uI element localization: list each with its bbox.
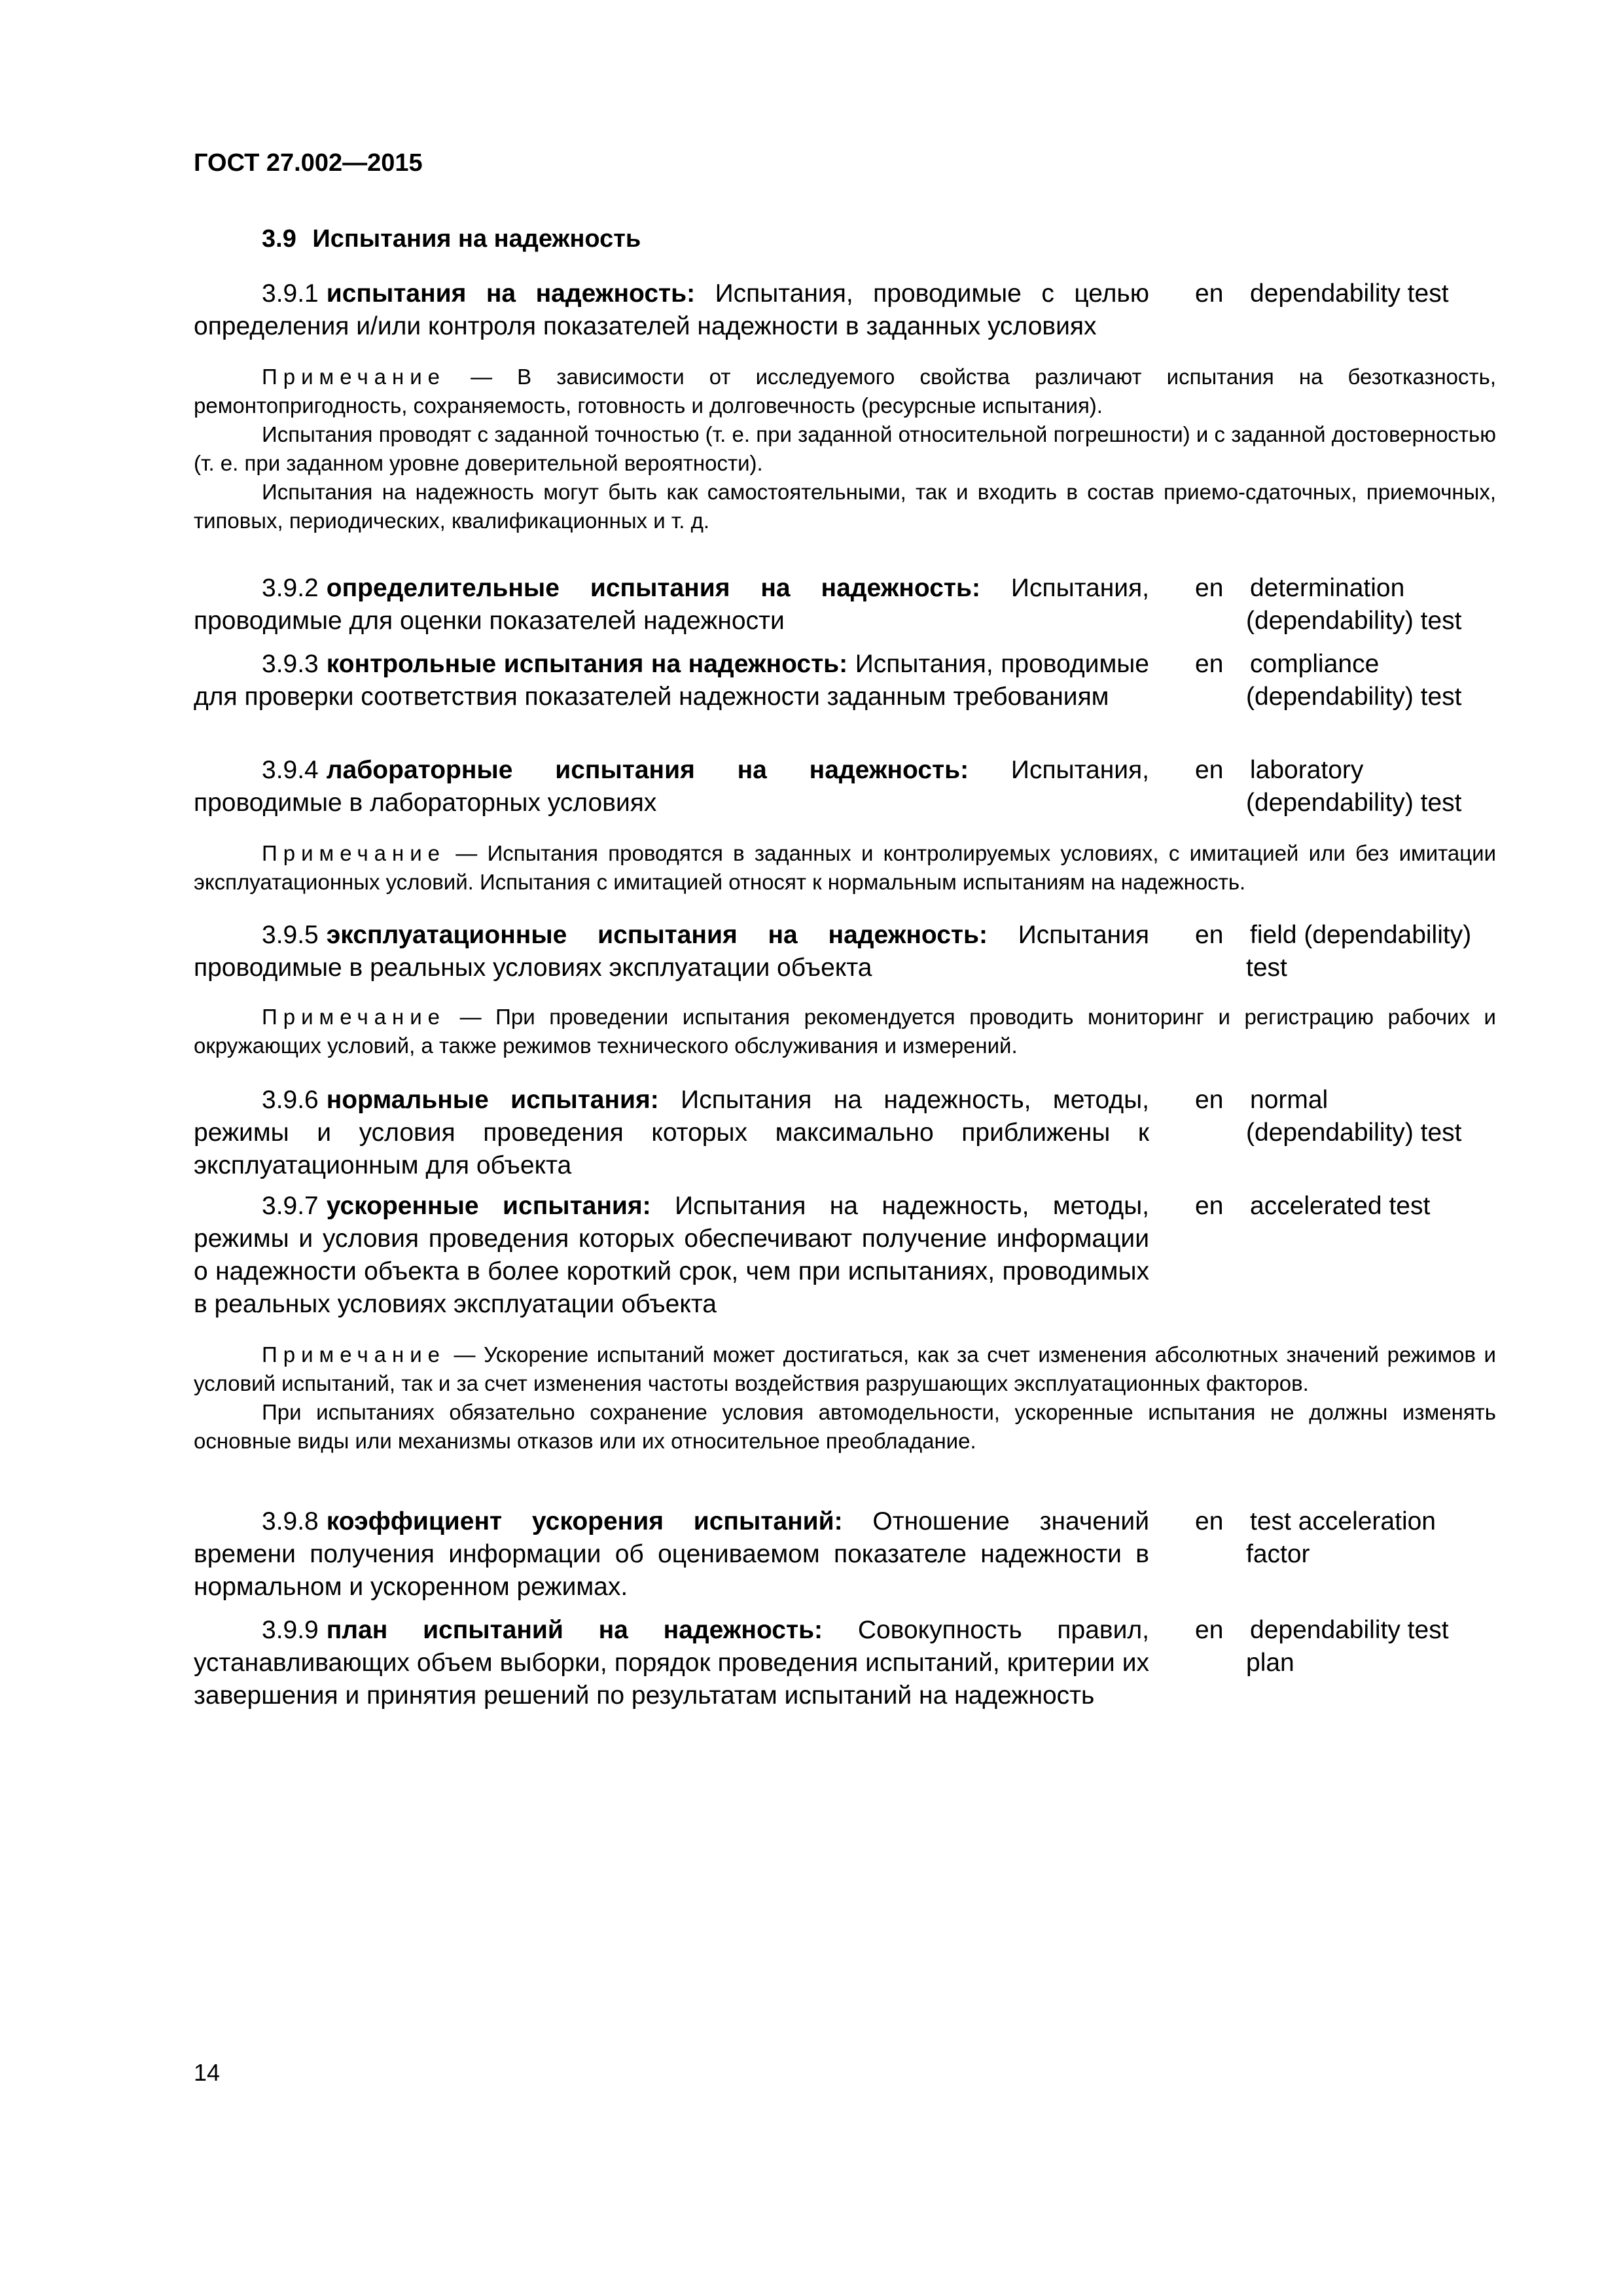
- term-name: контрольные испытания на надежность:: [326, 650, 848, 678]
- english-line-1: normal: [1250, 1086, 1329, 1114]
- note-block: [194, 1003, 1496, 1060]
- english-line-1: laboratory: [1250, 756, 1364, 784]
- term-english: [1250, 278, 1525, 310]
- term-name: ускоренные испытания:: [326, 1192, 651, 1220]
- english-line-1: test acceleration: [1250, 1507, 1436, 1535]
- note-text: При проведении испытания рекомендуется проводить мониторинг и регистрацию рабочих и окружающих условий, а также режимов технического обслуживания и измерений.: [194, 1005, 1496, 1058]
- term-name: лабораторные испытания на надежность:: [326, 756, 969, 784]
- term-name: испытания на надежность:: [326, 279, 696, 308]
- note-text: Ускорение испытаний может достигаться, как за счет изменения абсолютных значений режимов и условий испытаний, так и за счет изменения частоты воздействия разрушающих эксплуатационных факторов.: [194, 1342, 1496, 1395]
- note-label: Примечание: [262, 1005, 446, 1029]
- english-line-2: (dependability) test: [1246, 683, 1462, 711]
- term-language: en: [1195, 279, 1224, 308]
- term-number: 3.9.2: [262, 574, 319, 602]
- term-language: en: [1195, 650, 1224, 678]
- term-language: en: [1195, 1616, 1224, 1644]
- note-dash: —: [446, 841, 488, 865]
- term-number: 3.9.1: [262, 279, 319, 308]
- english-line-1: determination: [1250, 574, 1405, 602]
- term-entry: [194, 754, 1149, 819]
- english-line-2: test: [1246, 954, 1287, 982]
- section-title: Испытания на надежность: [312, 225, 641, 253]
- note-dash: —: [446, 1005, 496, 1029]
- term-definition: Испытания на надежность, методы, режимы и условия проведения которых максимально приближены к эксплуатационным для объекта: [194, 1086, 1149, 1179]
- term-english: [1246, 1505, 1525, 1571]
- term-entry: [194, 1190, 1149, 1321]
- page-number: 14: [194, 2059, 221, 2086]
- section-heading: [262, 225, 641, 253]
- term-name: план испытаний на надежность:: [326, 1616, 823, 1644]
- note-paragraph: Испытания на надежность могут быть как самостоятельными, так и входить в состав приемо-сдаточных, приемочных, типовых, периодических, квалификационных и т. д.: [194, 480, 1496, 533]
- term-definition: Испытания, проводимые в лабораторных условиях: [194, 756, 1149, 817]
- term-definition: Испытания, проводимые с целью определения и/или контроля показателей надежности в заданных условиях: [194, 279, 1150, 340]
- term-entry: [194, 648, 1149, 713]
- term-english: [1246, 919, 1525, 984]
- term-number: 3.9.7: [262, 1192, 319, 1220]
- note-block: [194, 839, 1496, 897]
- term-language: en: [1195, 1086, 1224, 1114]
- term-english: [1246, 1614, 1525, 1679]
- note-dash: —: [446, 1342, 484, 1367]
- term-english: [1250, 1190, 1525, 1223]
- term-entry: [194, 278, 1149, 343]
- english-line-2: (dependability) test: [1246, 1119, 1462, 1147]
- note-label: Примечание: [262, 365, 446, 389]
- term-language: en: [1195, 1507, 1224, 1535]
- term-english: [1246, 572, 1525, 637]
- term-entry: [194, 1505, 1149, 1604]
- term-number: 3.9.9: [262, 1616, 319, 1644]
- note-text: Испытания проводятся в заданных и контролируемых условиях, с имитацией или без имитации эксплуатационных условий. Испытания с имитацией относят к нормальным испытаниям на надежность.: [194, 841, 1496, 894]
- term-name: коэффициент ускорения испытаний:: [326, 1507, 843, 1535]
- note-paragraph: При испытаниях обязательно сохранение условия автомодельности, ускоренные испытания не должны изменять основные виды или механизмы отказов или их относительное преобладание.: [194, 1400, 1496, 1453]
- english-line-1: dependability test: [1250, 1616, 1449, 1644]
- note-block: [194, 1340, 1496, 1456]
- term-language: en: [1195, 1192, 1224, 1220]
- term-english: [1246, 648, 1525, 713]
- term-definition: Отношение значений времени получения информации об оцениваемом показателе надежности в нормальном и ускоренном режимах.: [194, 1507, 1149, 1601]
- term-language: en: [1195, 574, 1224, 602]
- term-number: 3.9.4: [262, 756, 319, 784]
- term-number: 3.9.5: [262, 921, 319, 949]
- english-line-1: dependability test: [1250, 279, 1449, 308]
- term-name: определительные испытания на надежность:: [326, 574, 980, 602]
- term-entry: [194, 1084, 1149, 1182]
- english-line-2: factor: [1246, 1540, 1310, 1568]
- term-name: нормальные испытания:: [326, 1086, 659, 1114]
- note-text: В зависимости от исследуемого свойства различают испытания на безотказность, ремонтопригодность, сохраняемость, готовность и долговечность (ресурсные испытания).: [194, 365, 1496, 418]
- note-label: Примечание: [262, 1342, 446, 1367]
- english-line-2: plan: [1246, 1649, 1294, 1677]
- term-definition: Совокупность правил, устанавливающих объем выборки, порядок проведения испытаний, критерии их завершения и принятия решений по результатам испытаний на надежность: [194, 1616, 1149, 1710]
- term-entry: [194, 919, 1149, 984]
- english-line-1: field (dependability): [1250, 921, 1472, 949]
- term-language: en: [1195, 921, 1224, 949]
- term-entry: [194, 1614, 1149, 1712]
- term-definition: Испытания, проводимые для проверки соответствия показателей надежности заданным требованиям: [194, 650, 1149, 711]
- term-definition: Испытания на надежность, методы, режимы и условия проведения которых обеспечивают получение информации о надежности объекта в более короткий срок, чем при испытаниях, проводимых в реальных условиях эксплуатации объекта: [194, 1192, 1149, 1318]
- term-number: 3.9.3: [262, 650, 319, 678]
- term-entry: [194, 572, 1149, 637]
- standard-header: ГОСТ 27.002—2015: [194, 149, 423, 177]
- section-number: 3.9: [262, 225, 296, 253]
- english-line-2: (dependability) test: [1246, 789, 1462, 817]
- note-block: [194, 363, 1496, 535]
- term-definition: Испытания проводимые в реальных условиях эксплуатации объекта: [194, 921, 1149, 982]
- term-english: [1246, 1084, 1525, 1149]
- english-line-1: accelerated test: [1250, 1192, 1431, 1220]
- english-line-1: compliance: [1250, 650, 1380, 678]
- note-dash: —: [446, 365, 518, 389]
- english-line-2: (dependability) test: [1246, 607, 1462, 635]
- term-name: эксплуатационные испытания на надежность:: [326, 921, 988, 949]
- note-paragraph: Испытания проводят с заданной точностью (т. е. при заданной относительной погрешности) и с заданной достоверностью (т. е. при заданном уровне доверительной вероятности).: [194, 422, 1496, 475]
- term-number: 3.9.8: [262, 1507, 319, 1535]
- term-english: [1246, 754, 1525, 819]
- term-number: 3.9.6: [262, 1086, 319, 1114]
- note-label: Примечание: [262, 841, 446, 865]
- term-language: en: [1195, 756, 1224, 784]
- term-definition: Испытания, проводимые для оценки показателей надежности: [194, 574, 1149, 635]
